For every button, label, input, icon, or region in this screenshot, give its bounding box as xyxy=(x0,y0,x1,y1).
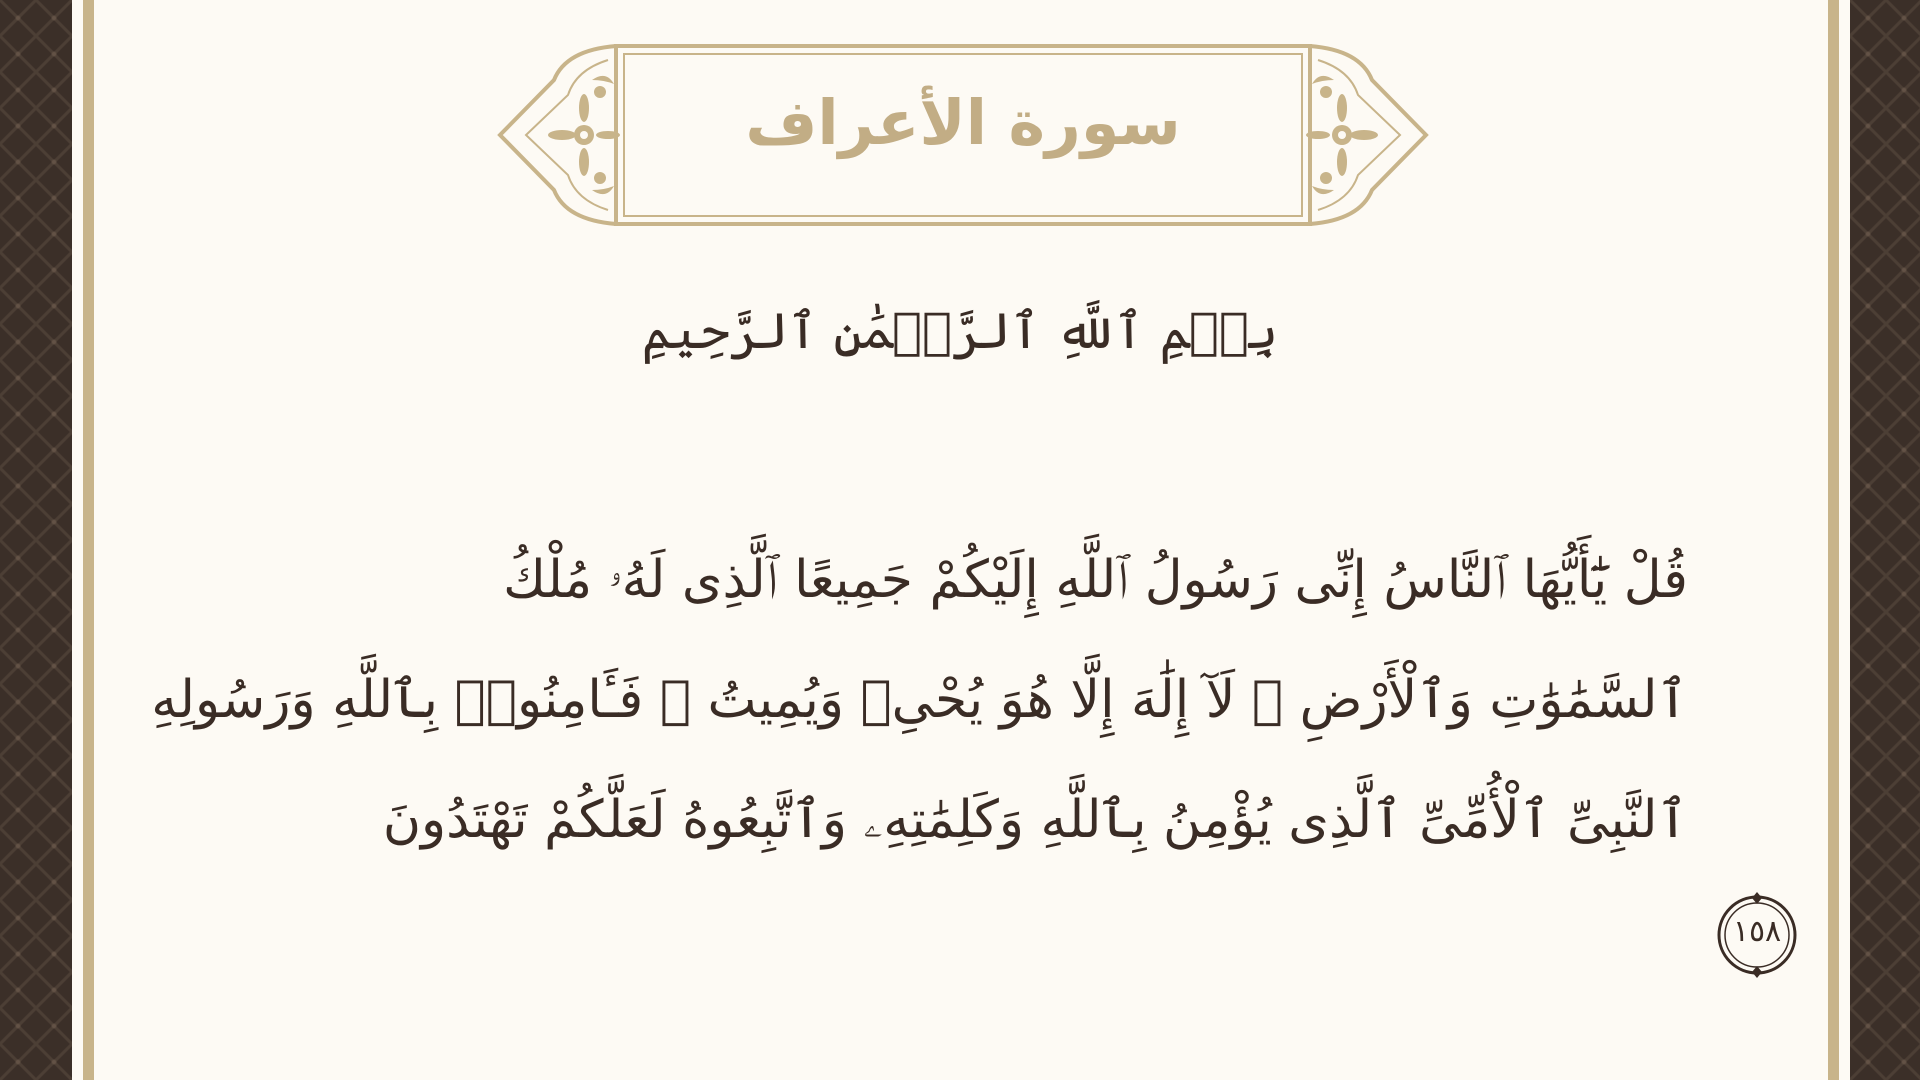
right-gold-rule xyxy=(1828,0,1839,1080)
mushaf-page xyxy=(96,0,1824,1080)
surah-header-banner xyxy=(496,40,1430,230)
left-border-pattern xyxy=(0,0,72,1080)
ayah-number: ١٥٨ xyxy=(1732,914,1782,949)
basmala: بِسۡمِ ٱللَّهِ ٱلرَّحۡمَٰنِ ٱلرَّحِيمِ xyxy=(641,302,1279,360)
ayah-line: ٱلنَّبِىِّ ٱلْأُمِّىِّ ٱلَّذِى يُؤْمِنُ بِٱللَّهِ وَكَلِمَٰتِهِۦ وَٱتَّبِعُوهُ لَعَلَّكُمْ تَهْتَدُونَ xyxy=(382,790,1688,850)
ayah-line: ٱلسَّمَٰوَٰتِ وَٱلْأَرْضِ ۖ لَآ إِلَٰهَ إِلَّا هُوَ يُحْىِۦ وَيُمِيتُ ۖ فَـَٔامِنُوا۟ بِٱللَّهِ وَرَسُولِهِ xyxy=(151,670,1688,730)
right-border-pattern xyxy=(1850,0,1920,1080)
ayah-line: قُلْ يَٰٓأَيُّهَا ٱلنَّاسُ إِنِّى رَسُولُ ٱللَّهِ إِلَيْكُمْ جَمِيعًا ٱلَّذِى لَهُۥ مُلْكُ xyxy=(503,550,1688,610)
ayah-text xyxy=(151,520,1688,880)
ayah-number-marker xyxy=(1713,890,1801,980)
left-gold-rule xyxy=(83,0,94,1080)
surah-title: سورة الأعراف xyxy=(745,86,1181,159)
